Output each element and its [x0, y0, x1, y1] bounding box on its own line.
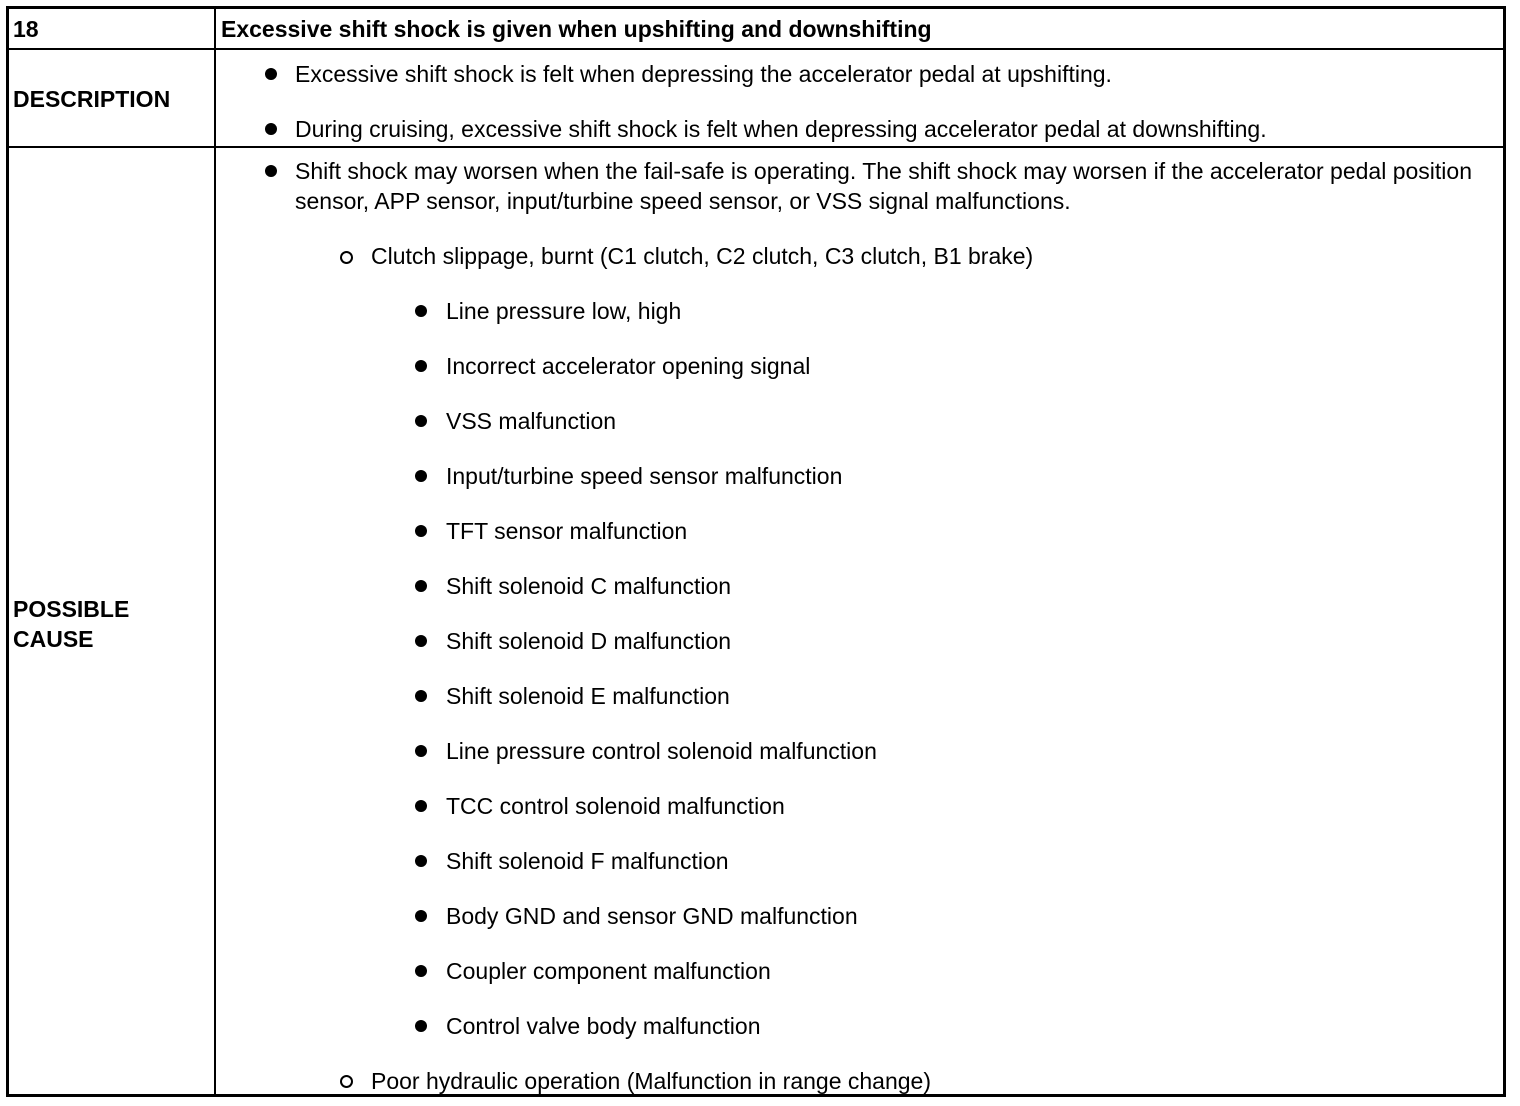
column-divider [214, 9, 216, 1094]
bullet-icon [265, 123, 277, 135]
cause-item: Control valve body malfunction [446, 1013, 761, 1039]
bullet-icon [415, 360, 427, 372]
bullet-icon [265, 165, 277, 177]
bullet-icon [415, 635, 427, 647]
description-item: During cruising, excessive shift shock is felt when depressing accelerator pedal at downshifting. [295, 116, 1267, 142]
bullet-icon [415, 305, 427, 317]
cause-item: Input/turbine speed sensor malfunction [446, 463, 843, 489]
cause-item: Shift solenoid E malfunction [446, 683, 730, 709]
bullet-icon [415, 800, 427, 812]
cause-item: TCC control solenoid malfunction [446, 793, 785, 819]
bullet-icon [265, 68, 277, 80]
cause-item: VSS malfunction [446, 408, 617, 434]
cause-group-label: Poor hydraulic operation (Malfunction in range change) [371, 1068, 931, 1094]
bullet-icon [415, 470, 427, 482]
bullet-icon [415, 1020, 427, 1032]
cause-item: Shift solenoid C malfunction [446, 573, 732, 599]
description-label: DESCRIPTION [13, 86, 171, 112]
bullet-icon [415, 745, 427, 757]
bullet-icon [415, 965, 427, 977]
hollow-bullet-icon [340, 251, 353, 264]
cause-item: Body GND and sensor GND malfunction [446, 903, 858, 929]
cause-item: Incorrect accelerator opening signal [446, 353, 811, 379]
cause-item: TFT sensor malfunction [446, 518, 688, 544]
cause-item: Shift solenoid D malfunction [446, 628, 732, 654]
bullet-icon [415, 525, 427, 537]
bullet-icon [415, 690, 427, 702]
cause-group-label: Clutch slippage, burnt (C1 clutch, C2 clutch, C3 clutch, B1 brake) [371, 243, 1034, 269]
row-divider-header [9, 48, 1503, 50]
bullet-icon [415, 580, 427, 592]
troubleshooting-table [6, 6, 1506, 1097]
description-item: Excessive shift shock is felt when depressing the accelerator pedal at upshifting. [295, 61, 1112, 87]
cause-item: Shift solenoid F malfunction [446, 848, 729, 874]
cause-item: Coupler component malfunction [446, 958, 771, 984]
bullet-icon [415, 855, 427, 867]
possible-cause-label: POSSIBLE CAUSE [13, 596, 130, 652]
bullet-icon [415, 415, 427, 427]
row-divider-description [9, 146, 1503, 148]
hollow-bullet-icon [340, 1075, 353, 1088]
symptom-title: Excessive shift shock is given when upshifting and downshifting [221, 16, 932, 42]
possible-cause-intro: Shift shock may worsen when the fail-safe is operating. The shift shock may worsen if the accelerator pedal position sensor, APP sensor, input/turbine speed sensor, or VSS signal malfunctions. [295, 158, 1472, 214]
bullet-icon [415, 910, 427, 922]
cause-item: Line pressure control solenoid malfunction [446, 738, 877, 764]
cause-item: Line pressure low, high [446, 298, 682, 324]
item-number: 18 [13, 16, 39, 42]
